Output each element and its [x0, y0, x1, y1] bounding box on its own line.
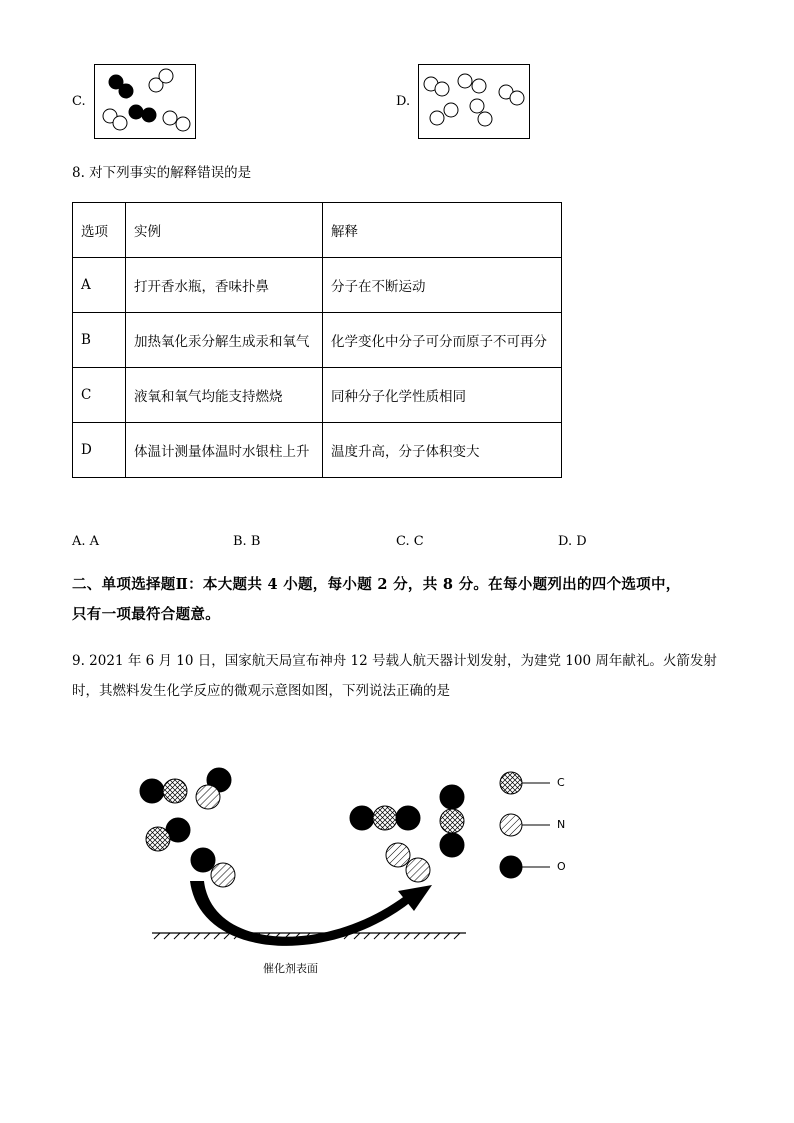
molecule-pure-substance-icon — [419, 65, 529, 138]
row-explanation: 温度升高，分子体积变大 — [323, 423, 562, 478]
row-option: D — [73, 423, 126, 478]
row-explanation: 化学变化中分子可分而原子不可再分 — [323, 313, 562, 368]
choice-d[interactable]: D. D — [558, 534, 587, 549]
header-option: 选项 — [73, 203, 126, 258]
section-heading-line1: 二、单项选择题Ⅱ：本大题共 4 小题，每小题 2 分，共 8 分。在每小题列出的四个选项中， — [72, 576, 681, 593]
option-d-label: D. — [396, 94, 411, 109]
row-fact: 打开香水瓶，香味扑鼻 — [126, 258, 323, 313]
q8-stem: 8. 对下列事实的解释错误的是 — [72, 165, 252, 181]
molecule-mixture-icon — [95, 65, 195, 138]
choice-a[interactable]: A. A — [72, 534, 100, 549]
header-explanation: 解释 — [323, 203, 562, 258]
row-explanation: 同种分子化学性质相同 — [323, 368, 562, 423]
q8-table — [72, 202, 562, 478]
row-fact: 加热氧化汞分解生成汞和氧气 — [126, 313, 323, 368]
row-explanation: 分子在不断运动 — [323, 258, 562, 313]
catalyst-caption: 催化剂表面 — [263, 962, 318, 975]
row-option: C — [73, 368, 126, 423]
row-option: B — [73, 313, 126, 368]
choice-b[interactable]: B. B — [233, 534, 261, 549]
legend-label-o: O — [557, 860, 566, 873]
reactant-molecules — [140, 768, 235, 887]
table-row — [73, 368, 562, 423]
table-row — [73, 313, 562, 368]
section-heading-line2: 只有一项最符合题意。 — [72, 606, 220, 623]
row-fact: 体温计测量体温时水银柱上升 — [126, 423, 323, 478]
row-fact: 液氧和氧气均能支持燃烧 — [126, 368, 323, 423]
legend-label-n: N — [557, 818, 566, 831]
reaction-diagram — [130, 755, 600, 985]
q9-stem-line2: 时，其燃料发生化学反应的微观示意图如图，下列说法正确的是 — [72, 683, 450, 699]
product-molecules — [350, 785, 464, 882]
option-c-label: C. — [72, 94, 86, 109]
option-c-diagram — [94, 64, 196, 139]
choice-c[interactable]: C. C — [396, 534, 424, 549]
table-row — [73, 258, 562, 313]
row-option: A — [73, 258, 126, 313]
q9-stem-line1: 9. 2021 年 6 月 10 日，国家航天局宣布神舟 12 号载人航天器计划发射，为建党 100 周年献礼。火箭发射 — [72, 653, 717, 669]
table-row — [73, 423, 562, 478]
header-fact: 实例 — [126, 203, 323, 258]
reaction-diagram-svg — [130, 755, 600, 985]
table-header-row — [73, 203, 562, 258]
legend-label-c: C — [557, 776, 565, 789]
legend — [500, 772, 550, 878]
option-d-diagram — [418, 64, 530, 139]
